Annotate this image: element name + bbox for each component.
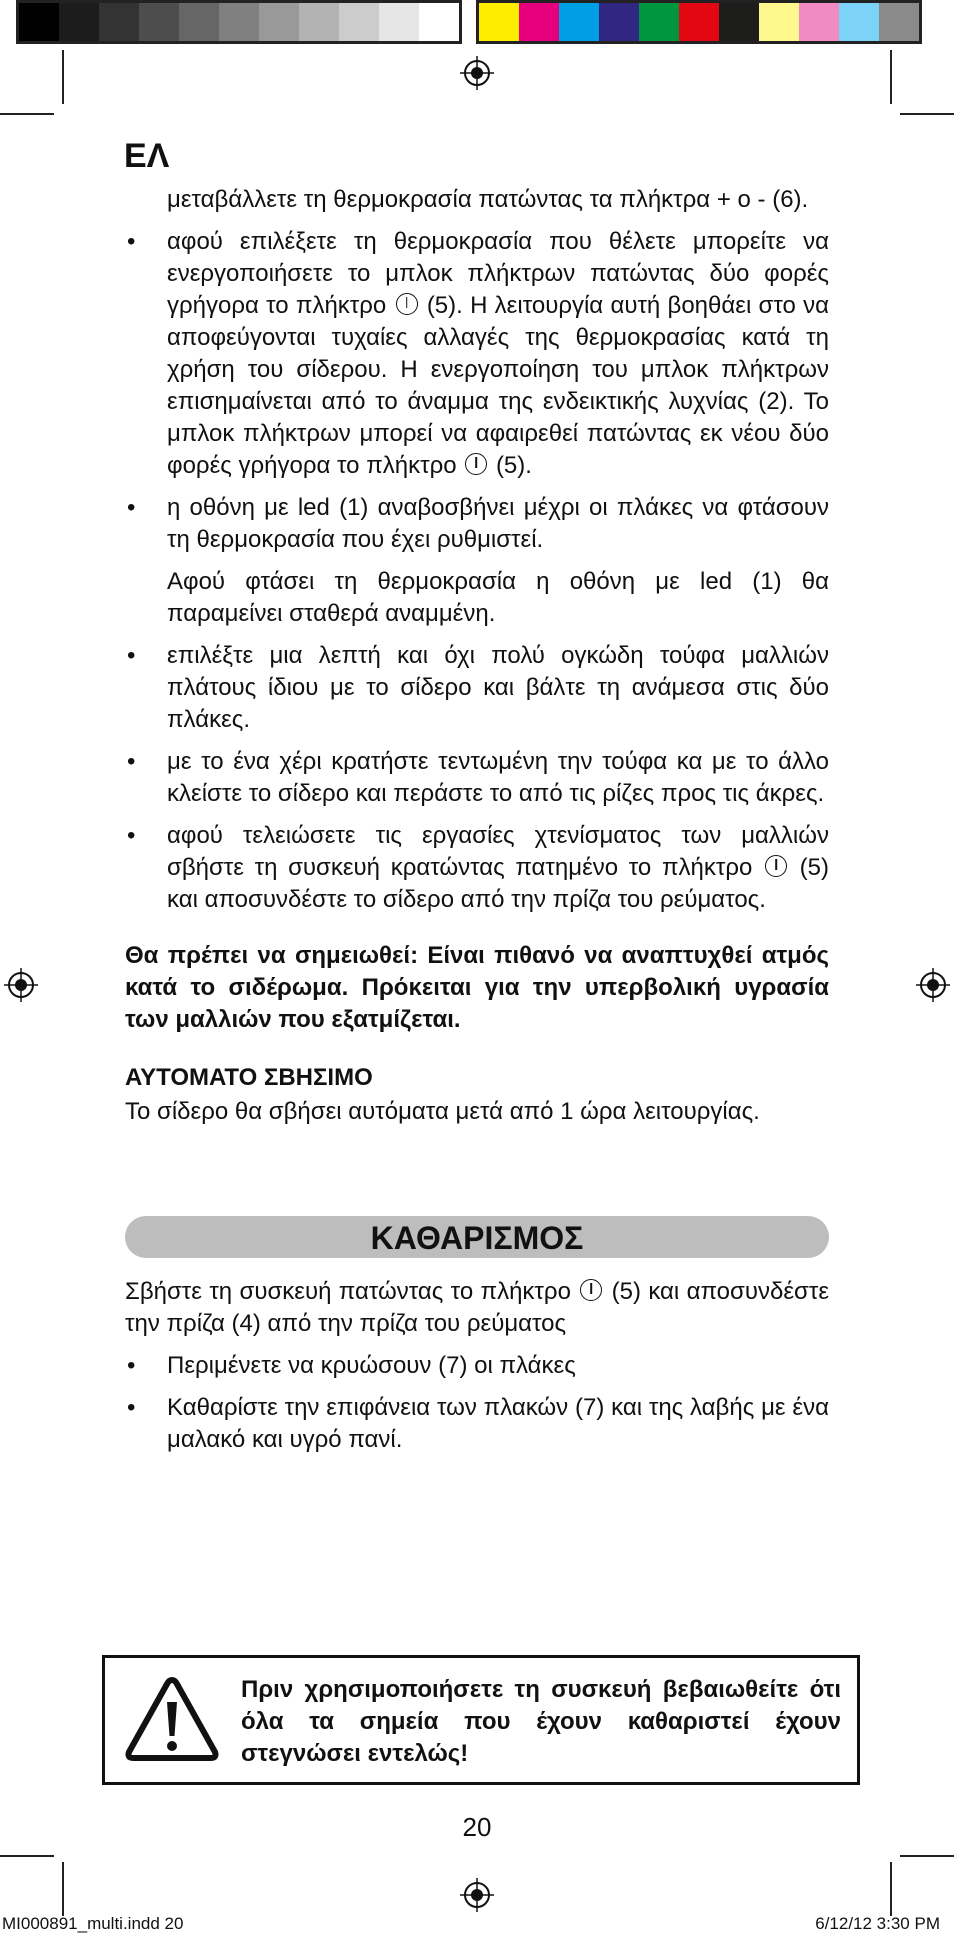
color-swatch	[839, 3, 879, 41]
crop-mark	[62, 50, 64, 104]
color-swatch	[479, 3, 519, 41]
color-swatch	[139, 3, 179, 41]
power-button-icon	[765, 855, 787, 877]
grayscale-swatches	[16, 0, 462, 44]
color-swatch	[519, 3, 559, 41]
slug-file-info: MI000891_multi.indd 20	[2, 1914, 184, 1933]
color-swatch	[759, 3, 799, 41]
color-swatch	[379, 3, 419, 41]
instruction-list	[125, 640, 829, 916]
crop-mark	[890, 1862, 892, 1916]
crop-mark	[0, 1855, 54, 1857]
cleaning-list	[125, 1350, 829, 1456]
crop-mark	[900, 1855, 954, 1857]
power-button-icon	[465, 453, 487, 475]
color-swatch	[599, 3, 639, 41]
color-swatch	[259, 3, 299, 41]
color-swatch	[879, 3, 919, 41]
power-button-icon	[580, 1279, 602, 1301]
color-swatch	[299, 3, 339, 41]
intro-continuation: μεταβάλλετε τη θερμοκρασία πατώντας τα πλήκτρα + ο - (6).	[167, 186, 809, 213]
list-item: • με το ένα χέρι κρατήστε τεντωμένη την τούφα κα με το άλλο κλείστε το σίδερο και περάστε το από τις ρίζες προς τις άκρες.	[125, 746, 829, 810]
color-swatch	[219, 3, 259, 41]
registration-mark-icon	[460, 56, 494, 90]
list-item: • Περιμένετε να κρυώσουν (7) οι πλάκες	[125, 1350, 829, 1382]
crop-mark	[890, 50, 892, 104]
list-item-followup: Αφού φτάσει τη θερμοκρασία η οθόνη με led (1) θα παραμείνει σταθερά αναμμένη.	[167, 568, 829, 627]
list-item: • η οθόνη με led (1) αναβοσβήνει μέχρι οι πλάκες να φτάσουν τη θερμοκρασία που έχει ρυθμιστεί.	[125, 492, 829, 556]
crop-mark	[62, 1862, 64, 1916]
list-item: • αφού τελειώσετε τις εργασίες χτενίσματος των μαλλιών σβήστε τη συσκευή κρατώντας πατημένο το πλήκτρο (5) και αποσυνδέστε το σίδερο από την πρίζα του ρεύματος.	[125, 820, 829, 916]
auto-off-paragraph: Το σίδερο θα σβήσει αυτόματα μετά από 1 ώρα λειτουργίας.	[125, 1098, 760, 1125]
color-swatch	[419, 3, 459, 41]
language-code: ΕΛ	[124, 137, 170, 175]
color-swatch	[559, 3, 599, 41]
list-item: • αφού επιλέξετε τη θερμοκρασία που θέλετε μπορείτε να ενεργοποιήσετε το μπλοκ πλήκτρων πατώντας δύο φορές γρήγορα το πλήκτρο (5). Η λειτουργία αυτή βοηθάει στο να αποφεύγονται τυχαίες αλλαγές της θερμοκρασίας κατά τη χρήση του σίδερου. Η ενεργοποίηση του μπλοκ πλήκτρων επισημαίνεται από το άναμμα της ενδεικτικής λυχνίας (2). Το μπλοκ πλήκτρων μπορεί να αφαιρεθεί πατώντας εκ νέου δύο φορές γρήγορα το πλήκτρο (5).	[125, 226, 829, 482]
instruction-list	[125, 226, 829, 556]
section-heading: ΑΥΤΟΜΑΤΟ ΣΒΗΣΙΜΟ	[125, 1064, 373, 1091]
slug-date-info: 6/12/12 3:30 PM	[815, 1914, 940, 1933]
cleaning-paragraph: Σβήστε τη συσκευή πατώντας το πλήκτρο (5) και αποσυνδέστε την πρίζα (4) από την πρίζα του ρεύματος	[125, 1278, 830, 1337]
note-paragraph: Θα πρέπει να σημειωθεί: Είναι πιθανό να αναπτυχθεί ατμός κατά το σιδέρωμα. Πρόκειται για την υπερβολική υγρασία των μαλλιών που εξατμίζεται.	[125, 942, 829, 1033]
crop-mark	[900, 113, 954, 115]
process-color-swatches	[476, 0, 922, 44]
cleaning-section-banner: ΚΑΘΑΡΙΣΜΟΣ	[125, 1216, 829, 1258]
color-swatch	[679, 3, 719, 41]
page-content	[125, 136, 829, 1466]
registration-mark-icon	[916, 968, 950, 1002]
warning-box	[102, 1655, 860, 1785]
page-number: 20	[462, 1812, 492, 1842]
list-item: • Καθαρίστε την επιφάνεια των πλακών (7) και της λαβής με ένα μαλακό και υγρό πανί.	[125, 1392, 829, 1456]
warning-text: Πριν χρησιμοποιήσετε τη συσκευή βεβαιωθείτε ότι όλα τα σημεία που έχουν καθαριστεί έχουν στεγνώσει εντελώς!	[241, 1676, 841, 1767]
color-swatch	[19, 3, 59, 41]
color-swatch	[99, 3, 139, 41]
power-button-icon	[396, 293, 418, 315]
registration-mark-icon	[4, 968, 38, 1002]
color-swatch	[59, 3, 99, 41]
color-calibration-bar	[16, 0, 922, 44]
registration-mark-icon	[460, 1878, 494, 1912]
color-swatch	[639, 3, 679, 41]
warning-triangle-icon	[125, 1676, 219, 1762]
color-swatch	[179, 3, 219, 41]
color-swatch	[339, 3, 379, 41]
color-swatch	[799, 3, 839, 41]
list-item: • επιλέξτε μια λεπτή και όχι πολύ ογκώδη τούφα μαλλιών πλάτους ίδιου με το σίδερο και βάλτε τη ανάμεσα στις δύο πλάκες.	[125, 640, 829, 736]
crop-mark	[0, 113, 54, 115]
color-swatch	[719, 3, 759, 41]
